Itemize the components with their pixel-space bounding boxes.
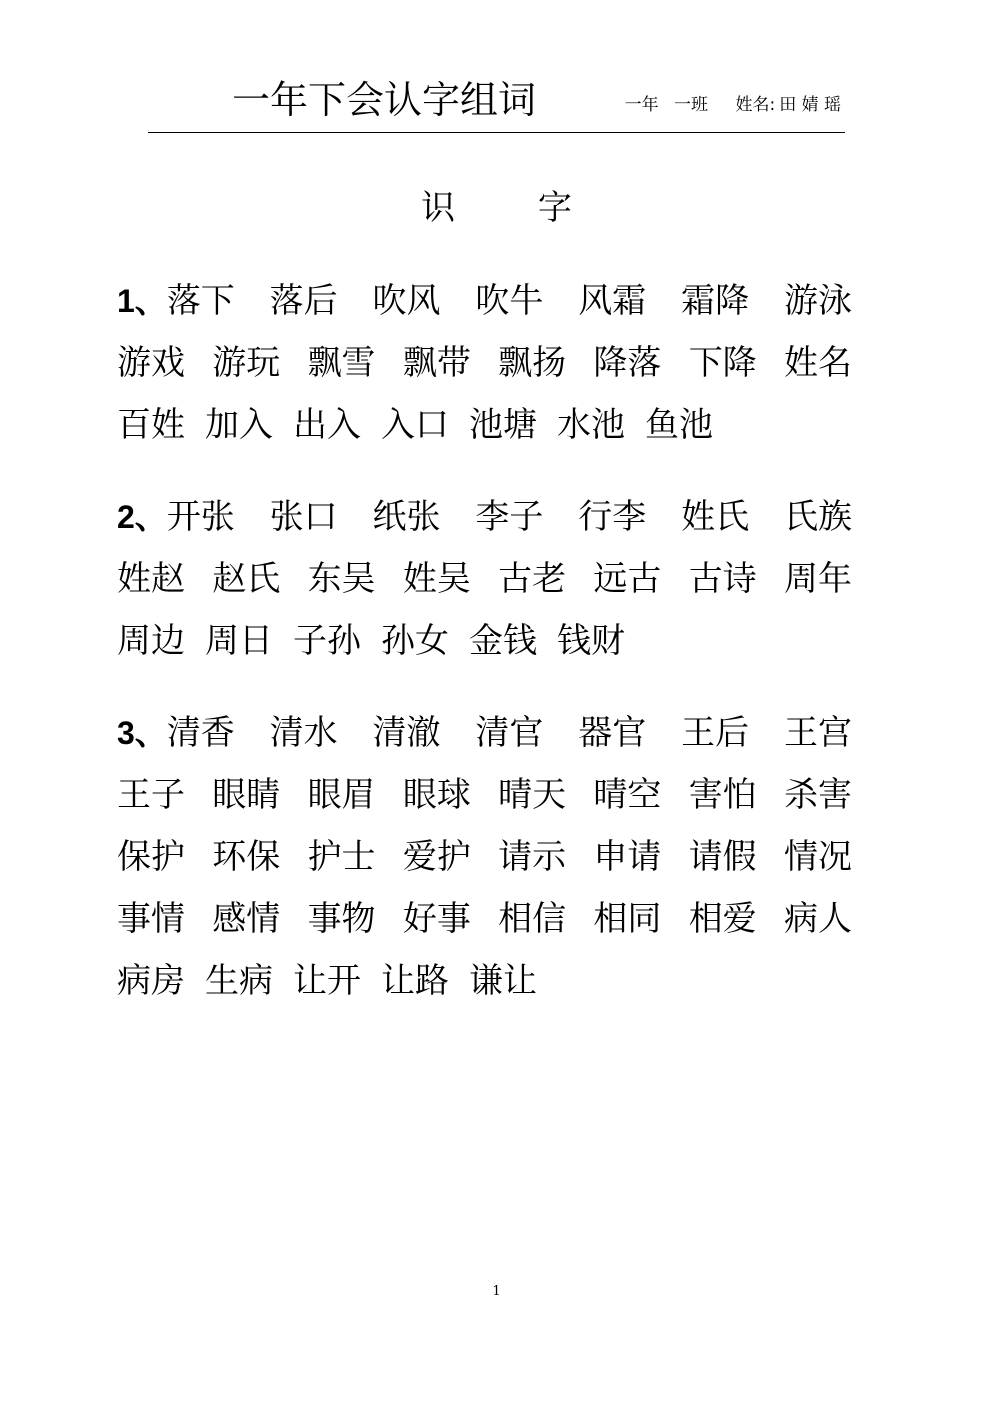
group-number: 2、: [117, 499, 167, 535]
word: 请示: [498, 837, 567, 877]
word: 情况: [783, 837, 852, 877]
word: 环保: [212, 837, 281, 877]
word: 相爱: [688, 899, 757, 939]
word: 霜降: [681, 281, 750, 321]
word: 鱼池: [645, 405, 713, 445]
word-line: [117, 888, 852, 950]
word: 事情: [117, 899, 185, 939]
word: 周边: [117, 621, 185, 661]
word: 姓赵: [117, 559, 185, 599]
word: 孙女: [381, 621, 449, 661]
word: 氏族: [783, 497, 852, 537]
word-line: [117, 610, 852, 672]
word: 水池: [557, 405, 625, 445]
word-groups: [117, 270, 852, 1042]
word: 晴天: [498, 775, 567, 815]
word: 古老: [498, 559, 567, 599]
word: 姓名: [783, 343, 852, 383]
name-label: 姓名:: [735, 95, 776, 115]
word: 纸张: [372, 497, 441, 537]
word: 开张: [166, 497, 235, 537]
word: 加入: [205, 405, 273, 445]
word: 风霜: [578, 281, 647, 321]
word: 金钱: [469, 621, 537, 661]
word: 赵氏: [212, 559, 281, 599]
word: 远古: [593, 559, 662, 599]
group-number: 3、: [117, 715, 167, 751]
word: 古诗: [688, 559, 757, 599]
word-group-3: [117, 702, 852, 1012]
word: 吹风: [372, 281, 441, 321]
word: 出入: [293, 405, 361, 445]
word: 事物: [307, 899, 376, 939]
word: 害怕: [688, 775, 757, 815]
word: 病房: [117, 961, 185, 1001]
group-number: 1、: [117, 283, 167, 319]
word: 游玩: [212, 343, 281, 383]
word: 百姓: [117, 405, 185, 445]
word: 清官: [475, 713, 544, 753]
word: 相同: [593, 899, 662, 939]
word: 请假: [688, 837, 757, 877]
word: 让路: [381, 961, 449, 1001]
word: 落下: [166, 281, 235, 321]
word: 行李: [578, 497, 647, 537]
word: 东吴: [307, 559, 376, 599]
student-name: 田 婧 瑶: [779, 95, 841, 115]
word: 晴空: [593, 775, 662, 815]
word: 子孙: [293, 621, 361, 661]
word: 病人: [783, 899, 852, 939]
word: 王宫: [783, 713, 852, 753]
word: 池塘: [469, 405, 537, 445]
word: 入口: [381, 405, 449, 445]
page-title: 一年下会认字组词: [232, 78, 537, 122]
word: 眼睛: [212, 775, 281, 815]
word-group-2: [117, 486, 852, 672]
grade-text: 一年: [624, 95, 659, 115]
word: 王子: [117, 775, 185, 815]
word: 清水: [269, 713, 338, 753]
word-line: [117, 394, 852, 456]
word-line: [117, 548, 852, 610]
word: 钱财: [557, 621, 625, 661]
section-title: 识 字: [421, 188, 608, 228]
word: 眼眉: [307, 775, 376, 815]
word: 姓吴: [402, 559, 471, 599]
word: 王后: [681, 713, 750, 753]
word: 杀害: [783, 775, 852, 815]
word: 相信: [498, 899, 567, 939]
word: 感情: [212, 899, 281, 939]
word: 爱护: [402, 837, 471, 877]
word: 眼球: [402, 775, 471, 815]
word: 飘带: [402, 343, 471, 383]
word: 飘扬: [498, 343, 567, 383]
page-header: [148, 68, 845, 133]
word: 吹牛: [475, 281, 544, 321]
word: 姓氏: [681, 497, 750, 537]
word: 清澈: [372, 713, 441, 753]
word: 好事: [402, 899, 471, 939]
page-number: 1: [492, 1284, 501, 1299]
student-info: [615, 94, 841, 116]
word: 器官: [578, 713, 647, 753]
word: 让开: [293, 961, 361, 1001]
word: 降落: [593, 343, 662, 383]
word: 张口: [269, 497, 338, 537]
word: 游戏: [117, 343, 185, 383]
word-line: [117, 826, 852, 888]
word-line: [117, 764, 852, 826]
word: 清香: [166, 713, 235, 753]
word: 李子: [475, 497, 544, 537]
word: 下降: [688, 343, 757, 383]
word: 周年: [783, 559, 852, 599]
word-line: [117, 702, 852, 764]
word: 飘雪: [307, 343, 376, 383]
word: 落后: [269, 281, 338, 321]
word: 游泳: [783, 281, 852, 321]
word-line: [117, 950, 852, 1012]
word: 护士: [307, 837, 376, 877]
word: 谦让: [469, 961, 537, 1001]
word: 申请: [593, 837, 662, 877]
word: 保护: [117, 837, 185, 877]
word-line: [117, 486, 852, 548]
word: 周日: [205, 621, 273, 661]
word: 生病: [205, 961, 273, 1001]
word-line: [117, 270, 852, 332]
word-group-1: [117, 270, 852, 456]
class-text: 一班: [674, 95, 709, 115]
word-line: [117, 332, 852, 394]
